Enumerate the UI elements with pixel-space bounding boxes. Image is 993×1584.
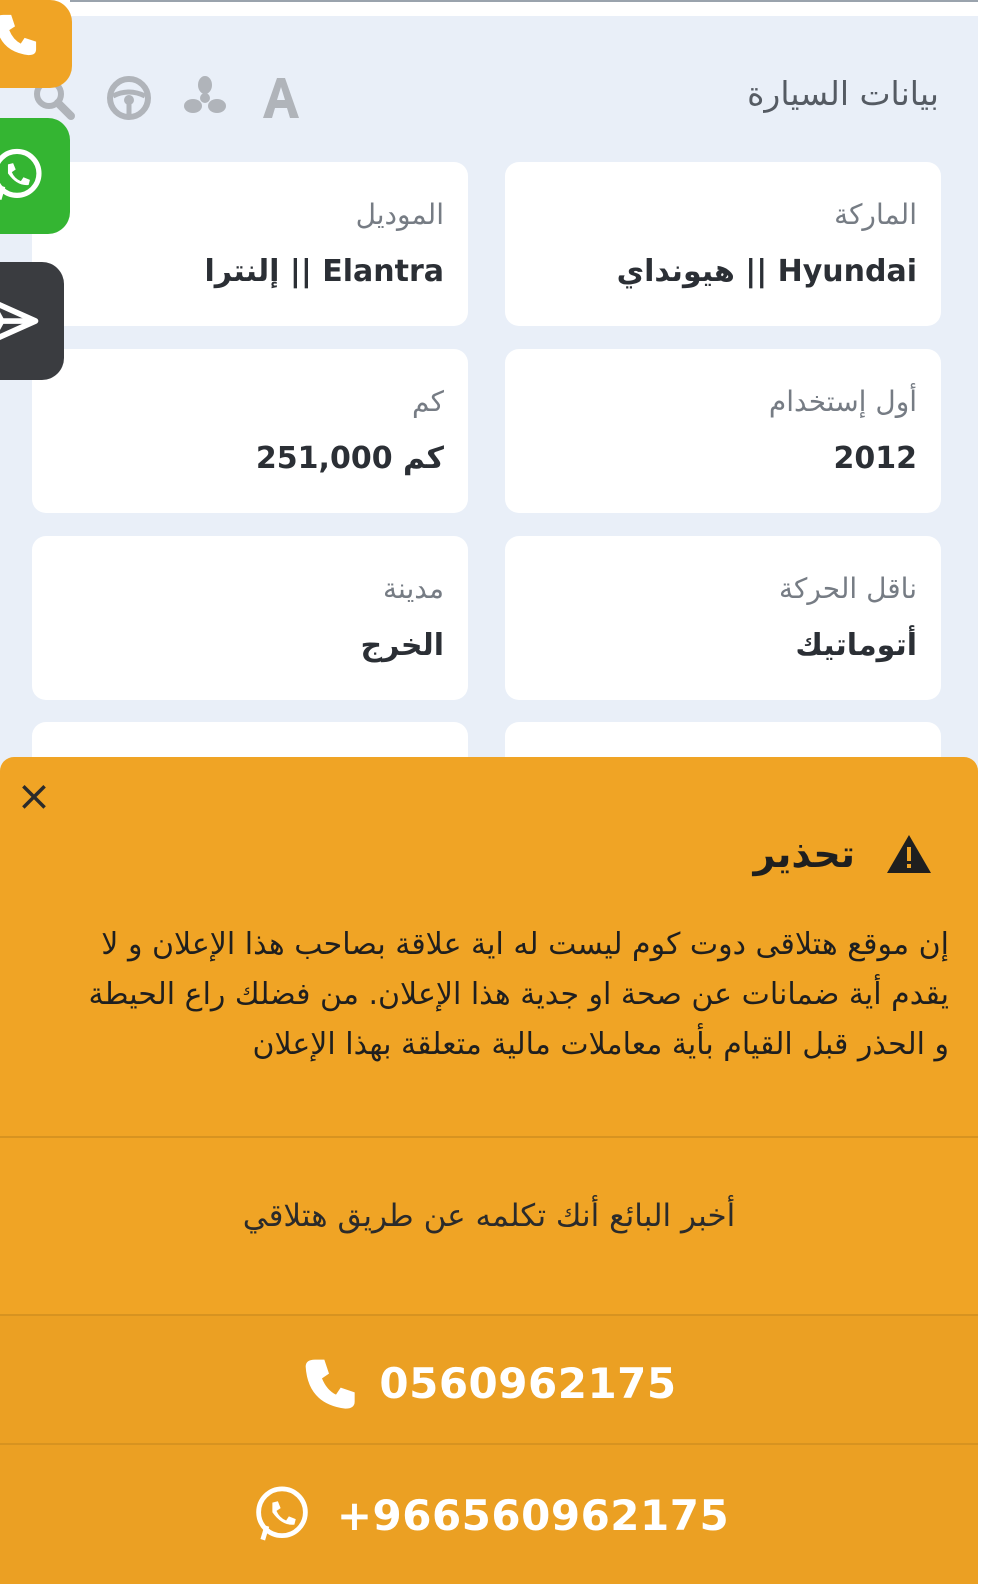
section-title: بيانات السيارة bbox=[747, 74, 939, 113]
warning-body: إن موقع هتلاقى دوت كوم ليست له اية علاقة بصاحب هذا الإعلان و لا يقدم أية ضمانات عن صحة او جدية هذا الإعلان. من فضلك راع الحيطة و الحذر قبل القيام بأية معاملات مالية متعلقة بهذا الإعلان bbox=[88, 927, 949, 1062]
fan-icon[interactable] bbox=[180, 73, 230, 123]
card-value: 251,000 كم bbox=[255, 441, 444, 476]
whatsapp-icon bbox=[249, 1482, 315, 1548]
card-label: ناقل الحركة bbox=[779, 572, 917, 605]
warning-title: تحذير bbox=[753, 832, 855, 876]
tell-seller-text: أخبر البائع أنك تكلمه عن طريق هتلاقي bbox=[242, 1198, 736, 1234]
whatsapp-number: +966560962175 bbox=[336, 1490, 730, 1540]
share-fab-button[interactable] bbox=[0, 262, 64, 380]
card-label: مدينة bbox=[383, 572, 444, 605]
font-a-icon[interactable] bbox=[256, 73, 306, 123]
whatsapp-fab-button[interactable] bbox=[0, 118, 70, 234]
warning-title-row bbox=[753, 832, 933, 876]
phone-number: 0560962175 bbox=[379, 1358, 677, 1408]
card-value: الخرج bbox=[360, 628, 444, 663]
card-value: هيونداي || Hyundai bbox=[616, 254, 917, 289]
close-button[interactable]: × bbox=[16, 771, 52, 820]
steering-wheel-icon[interactable] bbox=[104, 73, 154, 123]
divider bbox=[0, 1136, 978, 1138]
divider bbox=[0, 1314, 978, 1316]
card-label: الماركة bbox=[834, 198, 917, 231]
phone-icon bbox=[0, 11, 38, 57]
card-city bbox=[32, 536, 468, 700]
card-first-use bbox=[505, 349, 941, 513]
card-mileage bbox=[32, 349, 468, 513]
phone-icon bbox=[301, 1355, 357, 1411]
warning-icon bbox=[885, 833, 933, 875]
whatsapp-icon bbox=[0, 145, 48, 207]
card-value: 2012 bbox=[833, 441, 917, 476]
card-label: كم bbox=[412, 385, 444, 418]
whatsapp-seller-button[interactable] bbox=[0, 1470, 978, 1560]
card-value: أتوماتيك bbox=[795, 628, 917, 663]
card-brand bbox=[505, 162, 941, 326]
card-model bbox=[32, 162, 468, 326]
call-seller-button[interactable] bbox=[0, 1348, 978, 1418]
card-value: إلنترا || Elantra bbox=[204, 254, 444, 289]
top-divider bbox=[70, 0, 978, 2]
card-label: أول إستخدام bbox=[768, 385, 917, 418]
card-transmission bbox=[505, 536, 941, 700]
card-label: الموديل bbox=[355, 198, 444, 231]
share-icon bbox=[0, 294, 40, 348]
call-fab-button[interactable] bbox=[0, 0, 72, 88]
